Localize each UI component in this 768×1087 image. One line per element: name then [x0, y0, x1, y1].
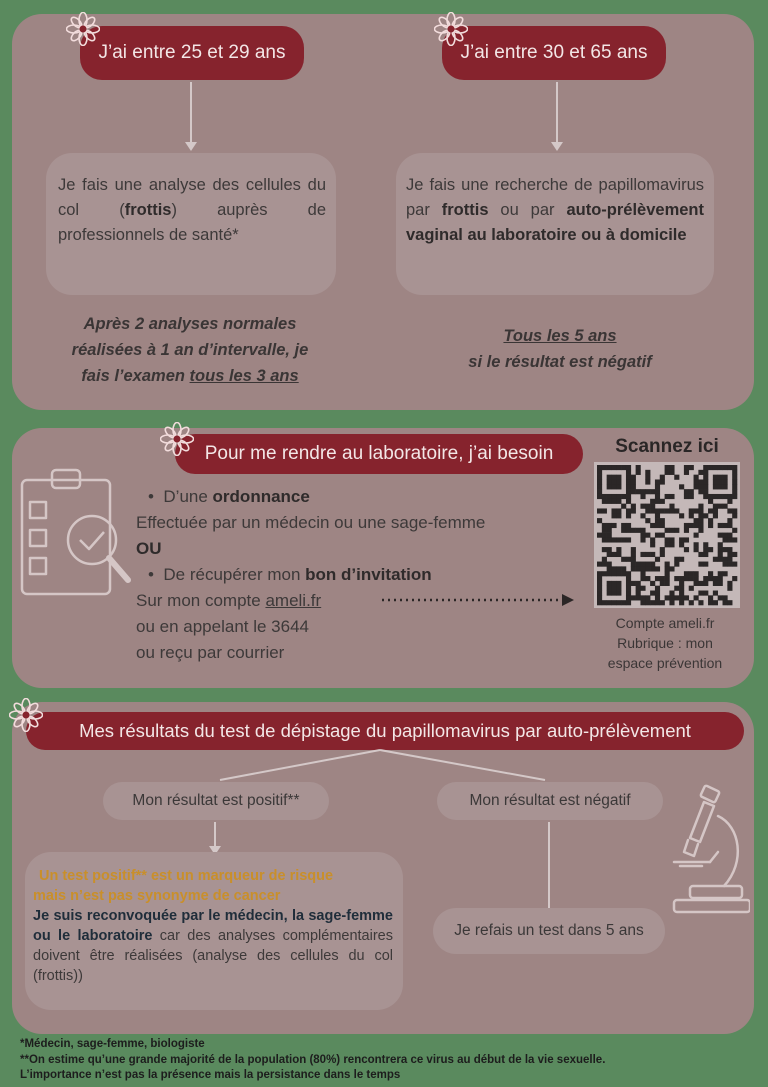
dotted-arrow-icon	[380, 592, 576, 608]
arrow-line	[190, 82, 192, 144]
age-25-29-pill: J’ai entre 25 et 29 ans	[80, 26, 304, 80]
arrow-head	[185, 142, 197, 151]
arrow-head	[551, 142, 563, 151]
positive-result-text: Un test positif** est un marqueur de risque mais n’est pas synonyme de cancer Je suis reconvoquée par le médecin, la sage-femme ou le laboratoire car des analyses complémentaires doivent être réalisées (analyse des cellules du col (frottis))	[33, 868, 393, 984]
negative-result-box: Je refais un test dans 5 ans	[433, 908, 665, 954]
frequency-3-years-note: Après 2 analyses normales réalisées à 1 an d’intervalle, je fais l’examen tous les 3 ans	[71, 315, 309, 385]
qr-caption: Compte ameli.fr Rubrique : mon espace prévention	[607, 615, 723, 671]
qr-code[interactable]	[594, 462, 740, 608]
flower-icon	[434, 12, 468, 46]
arrow-line	[548, 822, 550, 910]
papillomavirus-text: Je fais une recherche de papillomavirus par frottis ou par auto-prélèvement vaginal au laboratoire ou à domicile	[406, 176, 704, 244]
flower-icon	[66, 12, 100, 46]
age-30-65-pill: J’ai entre 30 et 65 ans	[442, 26, 666, 80]
flower-icon	[160, 422, 194, 456]
flower-icon	[9, 698, 43, 732]
footer-notes: *Médecin, sage-femme, biologiste **On estime qu’une grande majorité de la population (80%) rencontrera ce virus au début de la vie sexuelle. L’importance n’est pas la présence mais la persistance dans le temps	[20, 1038, 606, 1081]
scan-title: Scannez ici	[615, 436, 719, 457]
arrow-line	[556, 82, 558, 144]
frottis-text: Je fais une analyse des cellules du col (frottis) auprès de professionnels de santé*	[58, 176, 327, 244]
ameli-link[interactable]: ameli.fr	[265, 591, 322, 610]
laboratory-requirements: • D’une ordonnance Effectuée par un médecin ou une sage-femme OU • De récupérer mon bon d’invitation Sur mon compte ameli.fr ou en appelant le 3644 ou reçu par courrier	[136, 487, 486, 662]
laboratory-pill: Pour me rendre au laboratoire, j’ai besoin	[175, 434, 583, 474]
positive-result-label: Mon résultat est positif**	[103, 782, 329, 820]
frequency-5-years-note: Tous les 5 ans si le résultat est négatif	[468, 327, 652, 371]
results-pill: Mes résultats du test de dépistage du papillomavirus par auto-prélèvement	[26, 712, 744, 750]
arrow-line	[214, 822, 216, 848]
branch-lines	[200, 748, 560, 784]
negative-result-label: Mon résultat est négatif	[437, 782, 663, 820]
microscope-icon	[666, 782, 750, 916]
clipboard-magnifier-icon	[18, 466, 136, 598]
